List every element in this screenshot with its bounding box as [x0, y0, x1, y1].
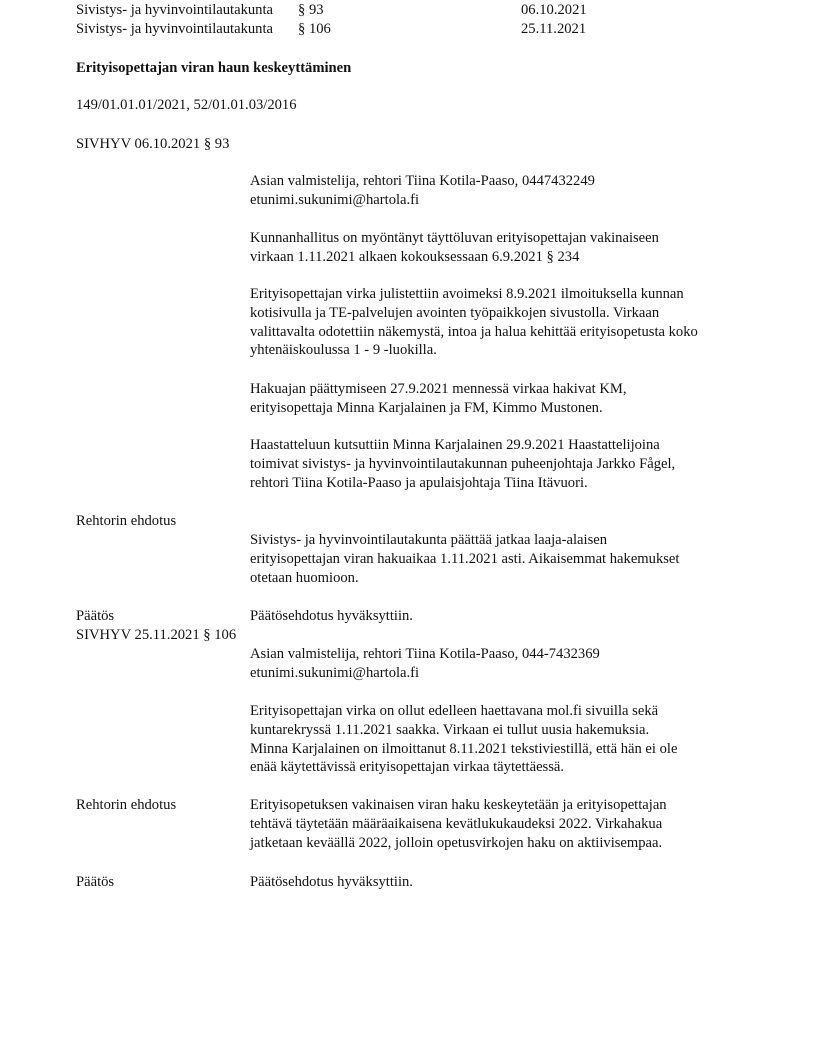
paragraph-line: kotisivulla ja TE-palvelujen avointen työpaikkojen sivustolla. Virkaan — [250, 304, 660, 321]
meeting1-preparer-email: etunimi.sukunimi@hartola.fi — [250, 191, 420, 208]
meeting2-preparer-line: Asian valmistelija, rehtori Tiina Kotila-Paaso, 044-7432369 — [250, 646, 600, 662]
reference-numbers: 149/01.01.01/2021, 52/01.01.03/2016 — [76, 97, 297, 113]
meeting2-paragraph — [250, 702, 750, 777]
meeting2-decision-label: Päätös — [76, 874, 115, 890]
meeting1-paragraph-1 — [250, 229, 750, 267]
document-title: Erityisopettajan viran haun keskeyttäminen — [76, 60, 352, 76]
meeting1-proposal-label: Rehtorin ehdotus — [76, 513, 177, 529]
proposal-line: otetaan huomioon. — [250, 569, 359, 586]
meeting1-paragraph-4 — [250, 436, 750, 492]
meeting2-decision-text: Päätösehdotus hyväksyttiin. — [250, 874, 413, 890]
paragraph-line: enää käytettävissä erityisopettajan virkaa täytettäessä. — [250, 759, 565, 776]
meeting1-decision-label: Päätös — [76, 608, 115, 624]
paragraph-line: yhtenäiskoulussa 1 - 9 -luokilla. — [250, 342, 437, 359]
paragraph-line: Kunnanhallitus on myöntänyt täyttöluvan erityisopettajan vakinaiseen — [250, 230, 659, 246]
paragraph-line: toimivat sivistys- ja hyvinvointilautakunnan puheenjohtaja Jarkko Fågel, — [250, 455, 676, 472]
proposal-line: tehtävä täytetään määräaikaisena kevätlukukaudeksi 2022. Virkahakua — [250, 815, 663, 832]
proposal-line: Sivistys- ja hyvinvointilautakunta päättää jatkaa laaja-alaisen — [250, 532, 608, 548]
header-section-1: § 93 — [298, 2, 324, 18]
paragraph-line: Haastatteluun kutsuttiin Minna Karjalainen 29.9.2021 Haastattelijoina — [250, 437, 660, 453]
paragraph-line: Hakuajan päättymiseen 27.9.2021 mennessä virkaa hakivat KM, — [250, 381, 627, 397]
meeting1-preparer — [250, 172, 750, 210]
paragraph-line: kuntarekryssä 1.11.2021 saakka. Virkaan ei tullut uusia hakemuksia. — [250, 721, 650, 738]
meeting1-paragraph-3 — [250, 380, 750, 418]
header-body-2: Sivistys- ja hyvinvointilautakunta — [76, 21, 274, 37]
meeting2-proposal — [250, 796, 750, 852]
proposal-line: erityisopettajan viran hakuaikaa 1.11.2021 asti. Aikaisemmat hakemukset — [250, 550, 680, 567]
paragraph-line: Erityisopettajan virka julistettiin avoimeksi 8.9.2021 ilmoituksella kunnan — [250, 286, 684, 302]
paragraph-line: Minna Karjalainen on ilmoittanut 8.11.2021 tekstiviestillä, että hän ei ole — [250, 740, 678, 757]
paragraph-line: virkaan 1.11.2021 alkaen kokouksessaan 6.9.2021 § 234 — [250, 248, 580, 265]
header-body-1: Sivistys- ja hyvinvointilautakunta — [76, 2, 274, 18]
meeting2-preparer-email: etunimi.sukunimi@hartola.fi — [250, 664, 420, 681]
paragraph-line: valittavalta odotettiin näkemystä, intoa ja halua kehittää erityisopetusta koko — [250, 323, 698, 340]
meeting2-heading: SIVHYV 25.11.2021 § 106 — [76, 627, 237, 643]
proposal-line: jatketaan keväällä 2022, jolloin opetusvirkojen haku on aktiivisempaa. — [250, 834, 663, 851]
meeting1-preparer-line: Asian valmistelija, rehtori Tiina Kotila-Paaso, 0447432249 — [250, 173, 595, 189]
meeting1-proposal — [250, 531, 750, 587]
meeting1-paragraph-2 — [250, 285, 750, 360]
meeting1-decision-text: Päätösehdotus hyväksyttiin. — [250, 608, 413, 624]
header-date-2: 25.11.2021 — [521, 21, 587, 37]
paragraph-line: Erityisopettajan virka on ollut edelleen haettavana mol.fi sivuilla sekä — [250, 703, 659, 719]
header-section-2: § 106 — [298, 21, 331, 37]
header-date-1: 06.10.2021 — [521, 2, 587, 18]
meeting2-proposal-label: Rehtorin ehdotus — [76, 797, 177, 813]
meeting2-preparer — [250, 645, 750, 683]
paragraph-line: rehtori Tiina Kotila-Paaso ja apulaisjohtaja Tiina Itävuori. — [250, 474, 588, 491]
proposal-line: Erityisopetuksen vakinaisen viran haku keskeytetään ja erityisopettajan — [250, 797, 667, 813]
paragraph-line: erityisopettaja Minna Karjalainen ja FM, Kimmo Mustonen. — [250, 399, 603, 416]
meeting1-heading: SIVHYV 06.10.2021 § 93 — [76, 136, 230, 152]
